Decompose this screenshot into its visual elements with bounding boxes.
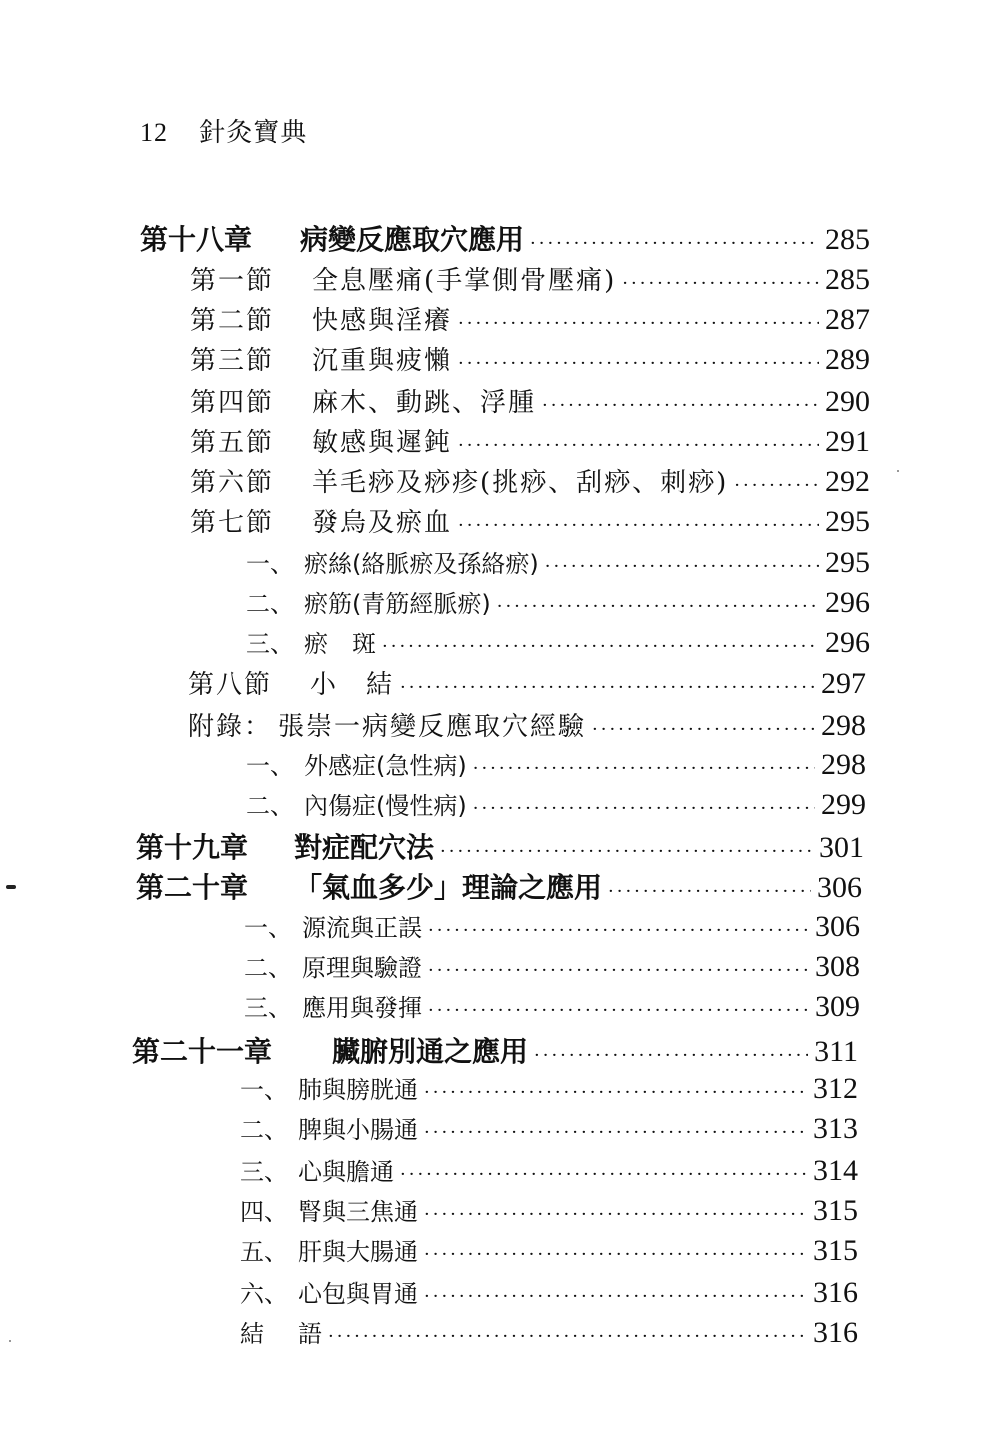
toc-entry-sub [240, 1152, 858, 1192]
dot-leader [424, 1244, 807, 1265]
dot-leader [382, 636, 819, 657]
toc-entry-section [188, 664, 866, 704]
dot-leader [458, 515, 819, 536]
toc-entry-title: 心包與胃通 [298, 1280, 418, 1308]
toc-entry-label: 第四節 [190, 388, 275, 418]
toc-entry-label: 二、 [244, 954, 292, 982]
toc-entry-title: 心與膽通 [298, 1158, 394, 1186]
toc-entry-sub [246, 584, 870, 624]
dot-leader [400, 677, 815, 698]
toc-entry-label: 一、 [246, 752, 294, 780]
toc-entry-label: 第十八章 [140, 223, 253, 256]
toc-entry-page-number: 296 [825, 586, 870, 619]
toc-entry-sub [240, 1192, 858, 1232]
toc-entry-label: 二、 [240, 1116, 288, 1144]
toc-entry-section [190, 260, 870, 300]
toc-entry-page-number: 297 [821, 667, 866, 700]
toc-entry-page-number: 311 [814, 1035, 858, 1068]
toc-entry-page-number: 296 [825, 626, 870, 659]
toc-entry-label: 第二節 [190, 306, 275, 336]
dot-leader [400, 1164, 807, 1185]
toc-entry-title: 原理與驗證 [302, 954, 422, 982]
toc-entry-sub [244, 988, 860, 1028]
toc-entry-title: 發烏及瘀血 [312, 508, 453, 538]
toc-entry-page-number: 301 [819, 831, 864, 864]
toc-entry-label: 第十九章 [136, 831, 249, 864]
toc-entry-title: 對症配穴法 [294, 831, 435, 864]
toc-entry-page-number: 306 [815, 910, 860, 943]
toc-entry-label: 六、 [240, 1280, 288, 1308]
dot-leader [428, 1000, 809, 1021]
toc-entry-title: 瘀 斑 [304, 630, 376, 658]
toc-entry-title: 快感與淫癢 [312, 306, 453, 336]
toc-entry-chapter [136, 826, 864, 866]
toc-entry-page-number: 309 [815, 990, 860, 1023]
dot-leader [534, 1045, 808, 1066]
toc-entry-page-number: 298 [821, 748, 866, 781]
dot-leader [424, 1204, 807, 1225]
toc-entry-title: 外感症(急性病) [304, 752, 467, 780]
toc-entry-label: 三、 [240, 1158, 288, 1186]
dot-leader [458, 435, 819, 456]
dot-leader [545, 556, 819, 577]
toc-entry-label: 二、 [246, 590, 294, 618]
toc-entry-title: 全息壓痛(手掌側骨壓痛) [312, 266, 617, 296]
toc-entry-label: 第五節 [190, 428, 275, 458]
toc-entry-title: 語 [298, 1320, 322, 1348]
dot-leader [542, 395, 819, 416]
scan-mark [6, 885, 16, 889]
toc-entry-title: 脾與小腸通 [298, 1116, 418, 1144]
dot-leader [428, 920, 809, 941]
scan-speck [897, 470, 899, 472]
toc-entry-page-number: 285 [825, 223, 870, 256]
toc-entry-page-number: 306 [817, 871, 862, 904]
scan-speck [9, 1340, 11, 1342]
dot-leader [473, 758, 815, 779]
toc-entry-title: 源流與正誤 [302, 914, 422, 942]
toc-entry-section [190, 462, 870, 502]
dot-leader [622, 273, 819, 294]
toc-entry-title: 麻木、動跳、浮腫 [312, 388, 537, 418]
toc-entry-sub [244, 948, 860, 988]
toc-entry-page-number: 314 [813, 1154, 858, 1187]
toc-entry-page-number: 290 [825, 385, 870, 418]
toc-entry-chapter [136, 866, 862, 906]
running-header [140, 112, 307, 149]
toc-entry-title: 內傷症(慢性病) [304, 792, 467, 820]
toc-entry-sub [246, 786, 866, 826]
toc-entry-page-number: 289 [825, 343, 870, 376]
toc-entry-page-number: 315 [813, 1234, 858, 1267]
toc-entry-label: 四、 [240, 1198, 288, 1226]
toc-entry-title: 小 結 [310, 670, 395, 700]
toc-entry-label: 三、 [246, 630, 294, 658]
dot-leader [424, 1082, 807, 1103]
dot-leader [428, 960, 809, 981]
toc-entry-page-number: 312 [813, 1072, 858, 1105]
dot-leader [592, 719, 815, 740]
toc-entry-page-number: 316 [813, 1276, 858, 1309]
toc-entry-title: 應用與發揮 [302, 994, 422, 1022]
header-book-title: 針灸寶典 [199, 118, 308, 148]
toc-entry-title: 張崇一病變反應取穴經驗 [278, 712, 587, 742]
toc-entry-page-number: 295 [825, 546, 870, 579]
toc-entry-label: 第三節 [190, 346, 275, 376]
toc-entry-page-number: 313 [813, 1112, 858, 1145]
toc-entry-title: 腎與三焦通 [298, 1198, 418, 1226]
toc-entry-title: 瘀絲(絡脈瘀及孫絡瘀) [304, 550, 539, 578]
dot-leader [458, 353, 819, 374]
toc-entry-sub [240, 1110, 858, 1150]
toc-entry-section [190, 422, 870, 462]
dot-leader [608, 881, 811, 902]
toc-entry-sub [246, 624, 870, 664]
dot-leader [440, 841, 813, 862]
toc-entry-chapter [140, 218, 870, 258]
dot-leader [734, 475, 819, 496]
toc-entry-label: 一、 [246, 550, 294, 578]
toc-entry-label: 結 [240, 1320, 288, 1348]
toc-entry-page-number: 316 [813, 1316, 858, 1349]
toc-entry-label: 第八節 [188, 670, 273, 700]
dot-leader [530, 233, 819, 254]
dot-leader [328, 1326, 807, 1347]
toc-entry-section [188, 706, 866, 746]
dot-leader [458, 313, 819, 334]
toc-entry-sub [240, 1274, 858, 1314]
toc-entry-page-number: 285 [825, 263, 870, 296]
toc-entry-page-number: 295 [825, 505, 870, 538]
toc-entry-label: 三、 [244, 994, 292, 1022]
toc-entry-label: 一、 [244, 914, 292, 942]
toc-entry-page-number: 299 [821, 788, 866, 821]
toc-entry-title: 病變反應取穴應用 [300, 223, 525, 256]
toc-entry-sub [240, 1070, 858, 1110]
toc-entry-section [190, 502, 870, 542]
dot-leader [424, 1122, 807, 1143]
toc-entry-chapter [132, 1030, 858, 1070]
toc-entry-title: 肝與大腸通 [298, 1238, 418, 1266]
toc-entry-sub [244, 908, 860, 948]
toc-entry-title: 「氣血多少」理論之應用 [294, 871, 603, 904]
toc-entry-sub [246, 746, 866, 786]
toc-entry-sub [246, 544, 870, 584]
toc-entry-sub [240, 1232, 858, 1272]
toc-entry-title: 肺與膀胱通 [298, 1076, 418, 1104]
toc-entry-label: 五、 [240, 1238, 288, 1266]
dot-leader [473, 798, 815, 819]
dot-leader [497, 596, 819, 617]
toc-entry-page-number: 291 [825, 425, 870, 458]
toc-entry-label: 二、 [246, 792, 294, 820]
toc-entry-page-number: 287 [825, 303, 870, 336]
toc-entry-page-number: 292 [825, 465, 870, 498]
toc-entry-title: 瘀筋(青筋經脈瘀) [304, 590, 491, 618]
toc-entry-page-number: 315 [813, 1194, 858, 1227]
toc-entry-label: 一、 [240, 1076, 288, 1104]
toc-entry-section [190, 382, 870, 422]
toc-entry-title: 沉重與疲懶 [312, 346, 453, 376]
toc-entry-title: 敏感與遲鈍 [312, 428, 453, 458]
toc-entry-sub [240, 1314, 858, 1354]
toc-entry-section [190, 340, 870, 380]
toc-entry-label: 第一節 [190, 266, 275, 296]
header-page-number: 12 [140, 118, 168, 147]
toc-entry-title: 臟腑別通之應用 [332, 1035, 529, 1068]
toc-entry-page-number: 308 [815, 950, 860, 983]
toc-entry-section [190, 300, 870, 340]
toc-entry-page-number: 298 [821, 709, 866, 742]
toc-entry-label: 第七節 [190, 508, 275, 538]
toc-entry-label: 第六節 [190, 468, 275, 498]
toc-entry-label: 第二十一章 [132, 1035, 273, 1068]
dot-leader [424, 1286, 807, 1307]
toc-entry-label: 第二十章 [136, 871, 249, 904]
toc-entry-label: 附錄： [188, 712, 273, 742]
toc-entry-title: 羊毛痧及痧疹(挑痧、刮痧、刺痧) [312, 468, 729, 498]
